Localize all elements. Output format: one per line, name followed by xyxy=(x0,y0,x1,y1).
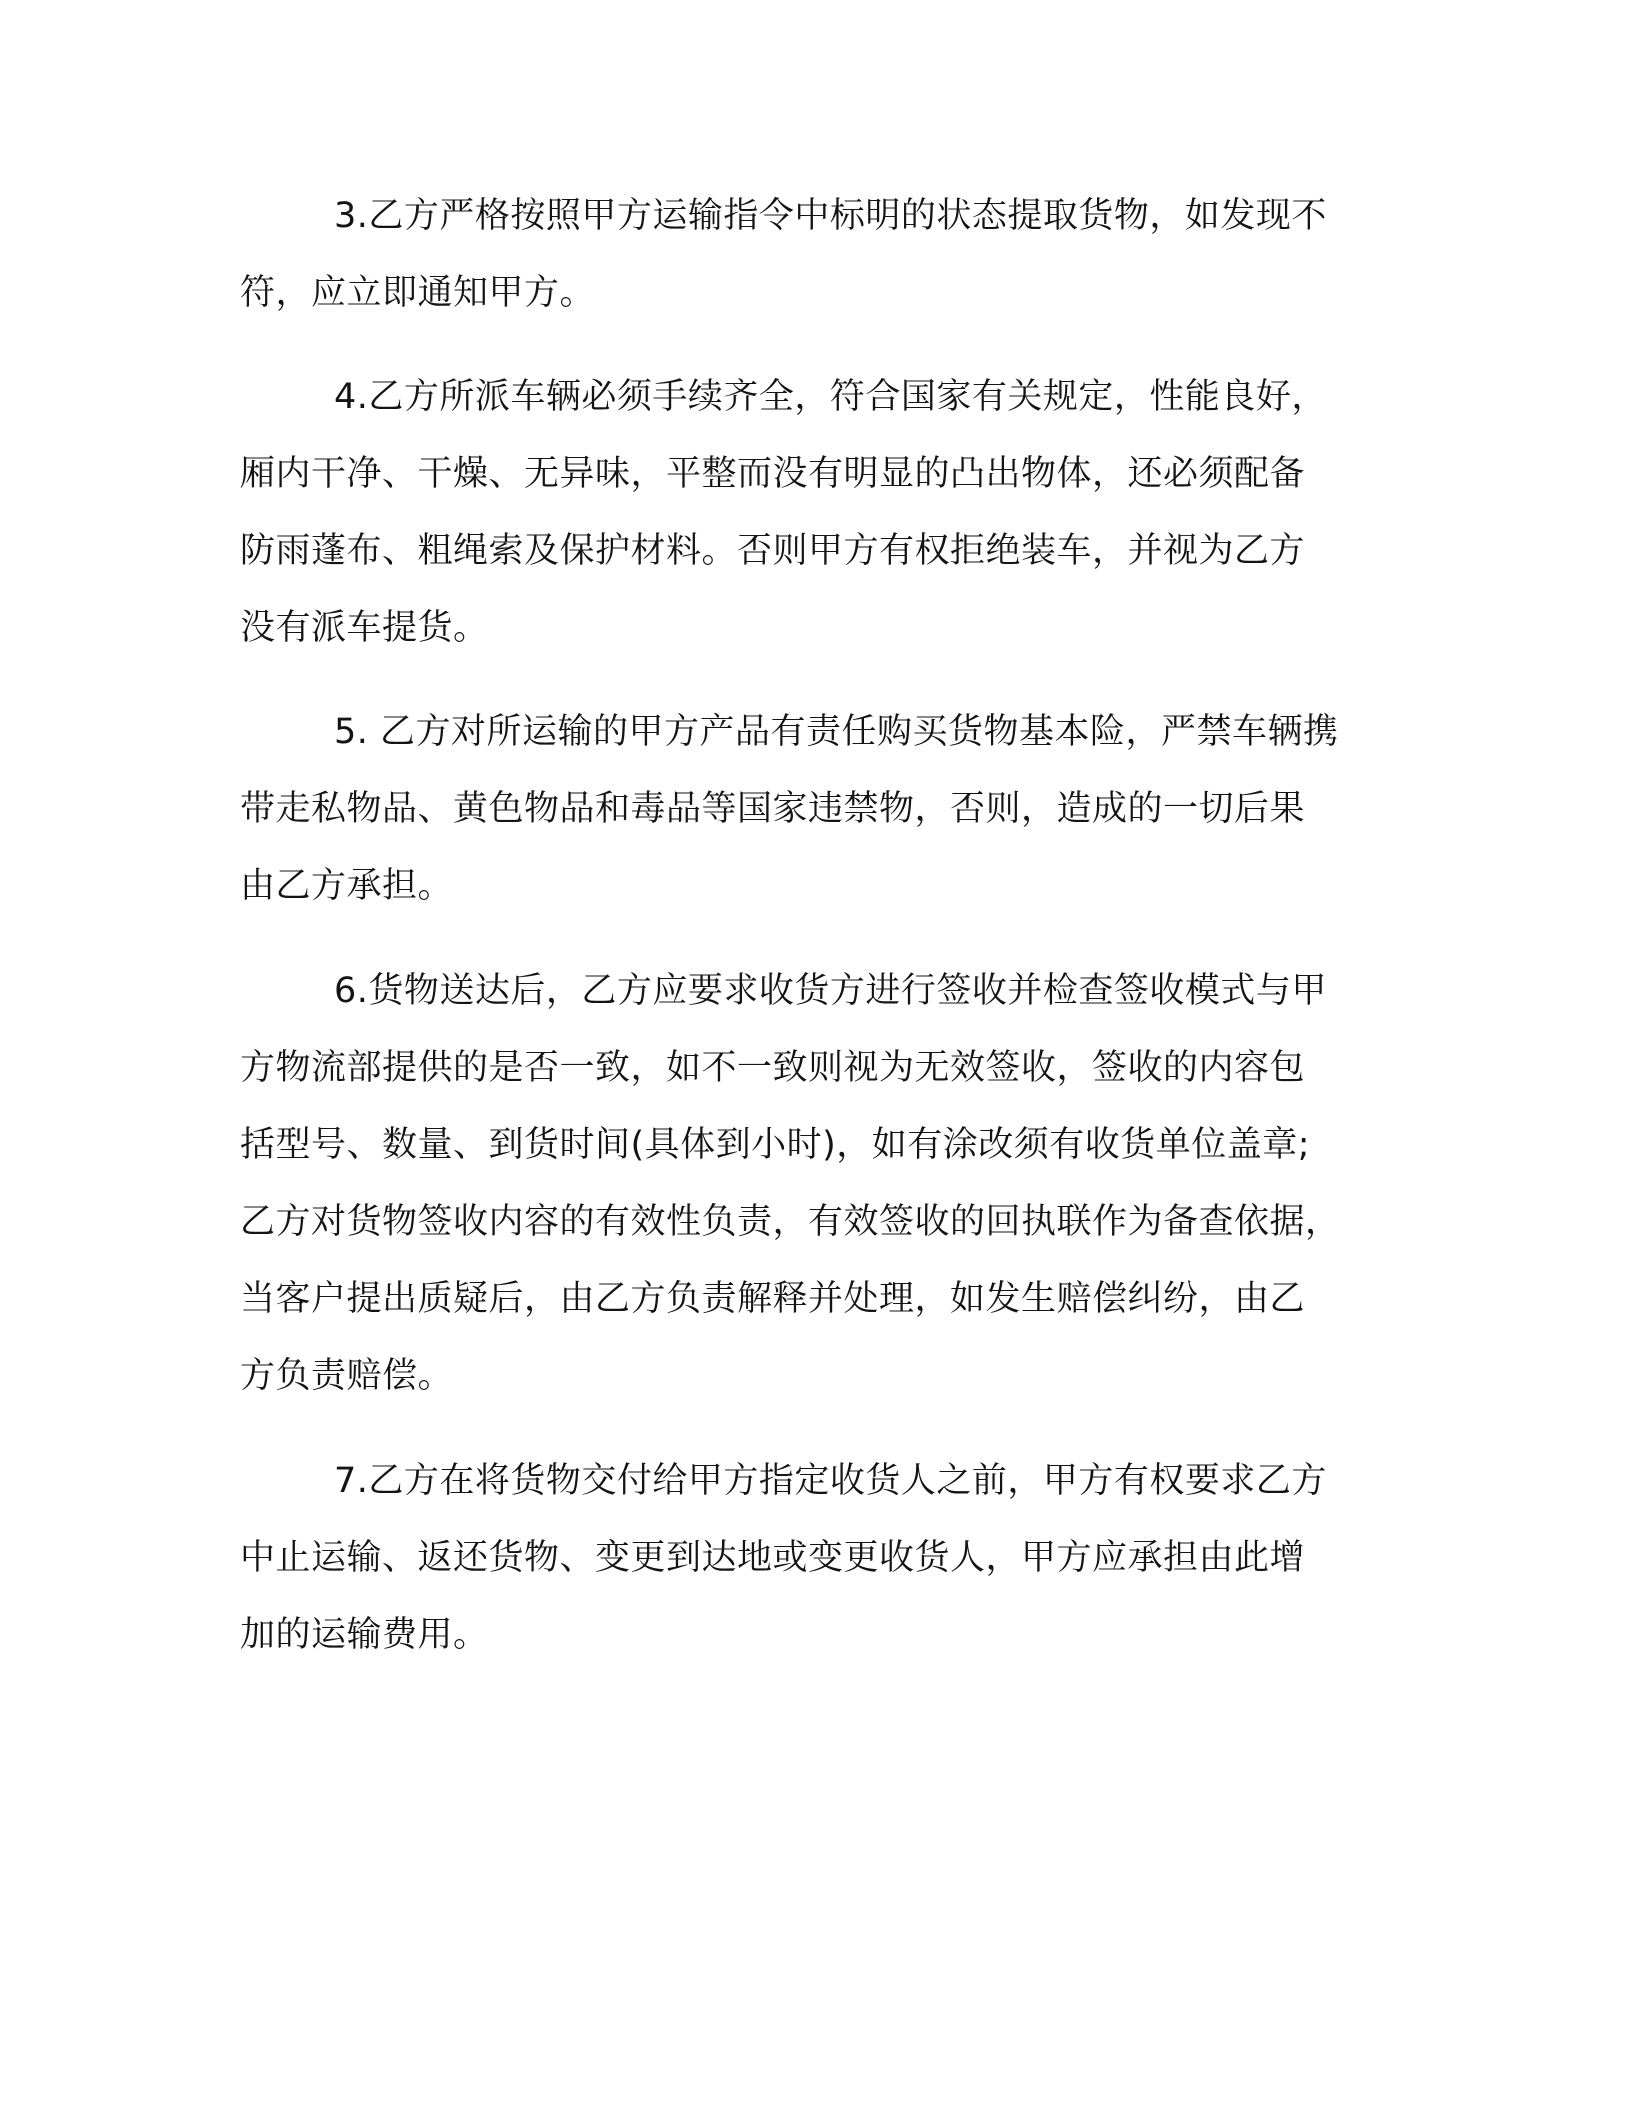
paragraph-line: 7.乙方在将货物交付给甲方指定收货人之前，甲方有权要求乙方 xyxy=(334,1461,1327,1501)
paragraph-line: 3.乙方严格按照甲方运输指令中标明的状态提取货物，如发现不 xyxy=(334,196,1327,236)
paragraph-line: 5. 乙方对所运输的甲方产品有责任购买货物基本险，严禁车辆携 xyxy=(334,712,1339,752)
paragraph-line: 加的运输费用。 xyxy=(240,1615,489,1655)
paragraph-line: 6.货物送达后，乙方应要求收货方进行签收并检查签收模式与甲 xyxy=(334,971,1327,1011)
paragraph-line: 没有派车提货。 xyxy=(240,608,489,648)
paragraph-line: 方负责赔偿。 xyxy=(240,1356,454,1396)
paragraph-3 xyxy=(240,178,1370,332)
paragraph-line: 厢内干净、干燥、无异味，平整而没有明显的凸出物体，还必须配备 xyxy=(240,454,1306,494)
paragraph-line: 括型号、数量、到货时间(具体到小时)，如有涂改须有收货单位盖章; xyxy=(240,1125,1311,1165)
paragraph-line: 符，应立即通知甲方。 xyxy=(240,273,596,313)
paragraph-line: 当客户提出质疑后，由乙方负责解释并处理，如发生赔偿纠纷，由乙 xyxy=(240,1279,1306,1319)
paragraph-line: 防雨蓬布、粗绳索及保护材料。否则甲方有权拒绝装车，并视为乙方 xyxy=(240,531,1306,571)
paragraph-line: 方物流部提供的是否一致，如不一致则视为无效签收，签收的内容包 xyxy=(240,1048,1306,1088)
paragraph-line: 带走私物品、黄色物品和毒品等国家违禁物，否则，造成的一切后果 xyxy=(240,789,1306,829)
paragraph-line: 由乙方承担。 xyxy=(240,866,454,906)
paragraph-line: 乙方对货物签收内容的有效性负责，有效签收的回执联作为备查依据， xyxy=(240,1202,1341,1242)
paragraph-5 xyxy=(240,694,1370,925)
paragraph-line: 4.乙方所派车辆必须手续齐全，符合国家有关规定，性能良好， xyxy=(334,377,1327,417)
paragraph-line: 中止运输、返还货物、变更到达地或变更收货人，甲方应承担由此增 xyxy=(240,1538,1306,1578)
paragraph-4 xyxy=(240,359,1370,667)
paragraph-7 xyxy=(240,1443,1370,1674)
paragraph-6 xyxy=(240,953,1370,1415)
